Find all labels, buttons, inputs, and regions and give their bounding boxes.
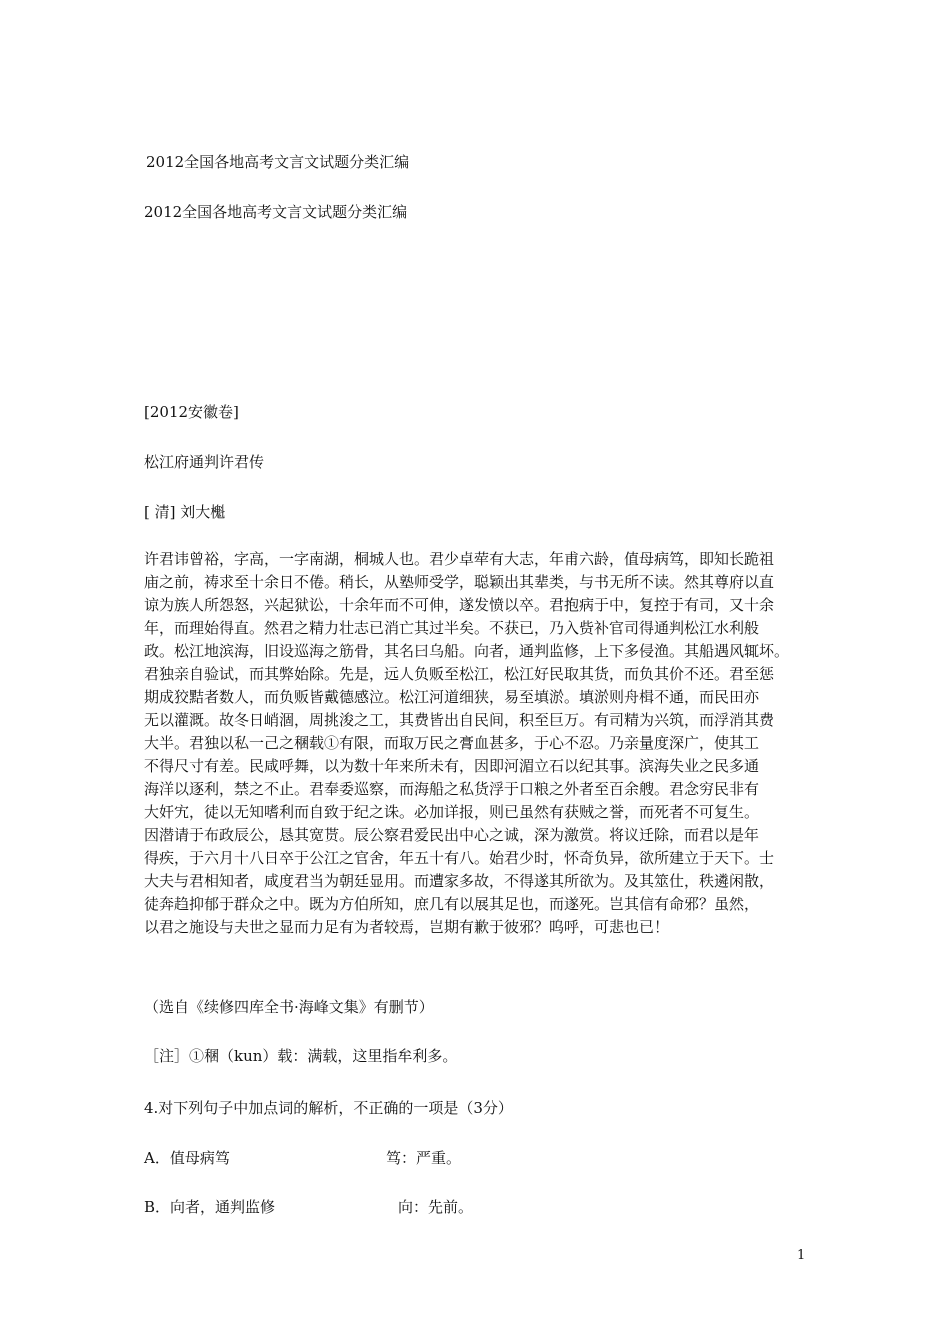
passage-line: 得疾，于六月十八日卒于公江之官舍，年五十有八。始君少时，怀奇负异，欲所建立于天下。士 <box>144 849 775 867</box>
passage-line: 不得尺寸有差。民咸呼舞，以为数十年来所未有，因即河湄立石以纪其事。滨海失业之民多通 <box>144 757 760 775</box>
page-number: 1 <box>797 1248 806 1263</box>
option-a <box>144 1146 462 1170</box>
document-title: 2012全国各地高考文言文试题分类汇编 <box>146 153 410 171</box>
passage-line: 许君讳曾裕，字高，一字南湖，桐城人也。君少卓荦有大志，年甫六龄，值母病笃，即知长跪祖 <box>144 550 775 568</box>
passage-line: 因潜请于布政辰公，恳其宽贳。辰公察君爱民出中心之诚，深为激赏。将议迁除，而君以是年 <box>144 826 760 844</box>
passage-line: 政。松江地滨海，旧设巡海之筋骨，其名曰乌船。向者，通判监修，上下多侵渔。其船遇风辄坏。 <box>144 642 790 660</box>
passage-line: 谅为族人所怨怒，兴起狱讼，十余年而不可伸，遂发愤以卒。君抱病于中，复控于有司，又十余 <box>144 596 775 614</box>
passage-line: 无以灌溉。故冬日峭涸，周挑浚之工，其费皆出自民间，积至巨万。有司精为兴筑，而浮消其费 <box>144 711 775 729</box>
passage-line: 海洋以逐利，禁之不止。君奉委巡察，而海船之私货浮于口粮之外者至百余艘。君念穷民非有 <box>144 780 760 798</box>
selection-note: （选自《续修四库全书·海峰文集》有删节） <box>144 998 434 1016</box>
option-b-label: B．向者，通判监修 <box>144 1198 276 1216</box>
question-stem: 4.对下列句子中加点词的解析，不正确的一项是（3分） <box>144 1099 513 1117</box>
passage-line: 年，而理始得直。然君之精力壮志已消亡其过半矣。不获已，乃入赀补官司得通判松江水利般 <box>144 619 760 637</box>
passage-title: 松江府通判许君传 <box>144 453 265 471</box>
passage-line: 期成狡黠者数人，而负贩皆戴德感泣。松江河道细狭，易至填淤。填淤则舟楫不通，而民田亦 <box>144 688 760 706</box>
option-a-answer: 笃：严重。 <box>386 1149 462 1167</box>
passage-body <box>144 548 834 939</box>
passage-line: 大奸宄，徒以无知嗜利而自致于纪之诛。必加详报，则已虽然有获贼之誉，而死者不可复生。 <box>144 803 760 821</box>
option-b <box>144 1195 474 1219</box>
passage-line: 大夫与君相知者，咸度君当为朝廷显用。而遭家多故，不得遂其所欲为。及其筮仕，秩遴闲散， <box>144 872 775 890</box>
document-subtitle: 2012全国各地高考文言文试题分类汇编 <box>144 203 408 221</box>
footnote: ［注］①稛（kun）载：满载，这里指牟利多。 <box>144 1047 458 1065</box>
exam-source: [2012安徽卷] <box>144 403 239 421</box>
option-b-answer: 向：先前。 <box>398 1198 474 1216</box>
option-a-label: A．值母病笃 <box>144 1149 230 1167</box>
passage-line: 君独亲自验试，而其弊始除。先是，远人负贩至松江，松江好民取其货，而负其价不还。君至惩 <box>144 665 775 683</box>
passage-line: 大半。君独以私一己之稛载①有限，而取万民之膏血甚多，于心不忍。乃亲量度深广，使其工 <box>144 734 760 752</box>
passage-line: 徒奔趋抑郁于群众之中。既为方伯所知，庶几有以展其足也，而遂死。岂其信有命邪？虽然， <box>144 895 760 913</box>
passage-line: 庙之前，祷求至十余日不倦。稍长，从塾师受学，聪颖出其辈类，与书无所不读。然其尊府以直 <box>144 573 775 591</box>
passage-line: 以君之施设与夫世之显而力足有为者较焉，岂期有歉于彼邪？呜呼，可悲也已！ <box>144 918 670 936</box>
passage-author: [ 清] 刘大櫆 <box>144 503 226 521</box>
